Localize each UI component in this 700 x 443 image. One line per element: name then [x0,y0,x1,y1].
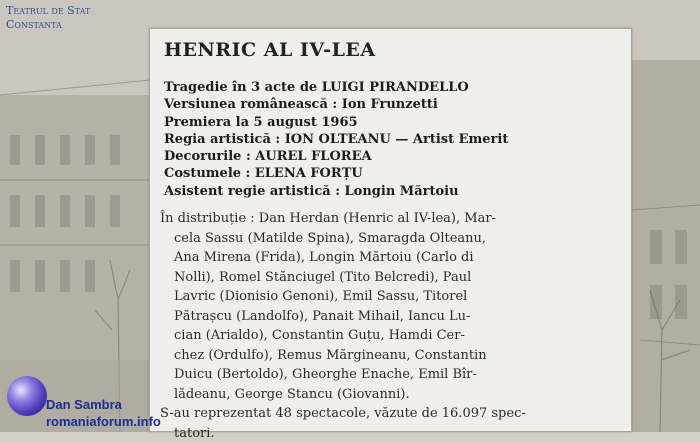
credit-line-author: Tragedie în 3 acte de LUIGI PIRANDELLO [164,79,626,96]
cast-line: În distribuție : Dan Herdan (Henric al IV-lea), Mar- [160,209,626,229]
credit-line-sets: Decorurile : AUREL FLOREA [164,148,626,165]
cast-distribution [160,209,626,443]
credit-line-assistant: Asistent regie artistică : Longin Mărtoiu [164,183,626,200]
author-signature [46,396,161,430]
cast-line: cian (Arialdo), Constantin Guțu, Hamdi Cer- [160,326,626,346]
cast-line: chez (Ordulfo), Remus Mărgineanu, Constantin [160,346,626,366]
credit-line-costumes: Costumele : ELENA FORȚU [164,165,626,182]
performances-line: tatori. [160,424,626,443]
cast-line: Lavric (Dionisio Genoni), Emil Sassu, Titorel [160,287,626,307]
cast-line: Nolli), Romel Stănciugel (Tito Belcredi), Paul [160,268,626,288]
globe-logo-icon [7,376,47,416]
cast-line: Ana Mirena (Frida), Longin Mărtoiu (Carlo di [160,248,626,268]
theatre-watermark-line2: Constanta [6,18,90,32]
cast-line: Pătrașcu (Landolfo), Panait Mihail, Iancu Lu- [160,307,626,327]
credit-line-director: Regia artistică : ION OLTEANU — Artist Emerit [164,131,626,148]
credit-line-premiere: Premiera la 5 august 1965 [164,114,626,131]
author-site: romaniaforum.info [46,413,161,430]
theatre-watermark-line1: Teatrul de Stat [6,4,90,18]
cast-line: lădeanu, George Stancu (Giovanni). [160,385,626,405]
credit-line-version: Versiunea românească : Ion Frunzetti [164,96,626,113]
performances-line: S-au reprezentat 48 spectacole, văzute de 16.097 spec- [160,404,626,424]
cast-line: Duicu (Bertoldo), Gheorghe Enache, Emil Bîr- [160,365,626,385]
cast-line: cela Sassu (Matilde Spina), Smaragda Olteanu, [160,229,626,249]
author-name: Dan Sambra [46,396,161,413]
theatre-watermark [6,4,90,32]
program-page [149,28,632,432]
credits-block [164,79,626,200]
play-title: HENRIC AL IV-LEA [164,39,376,61]
